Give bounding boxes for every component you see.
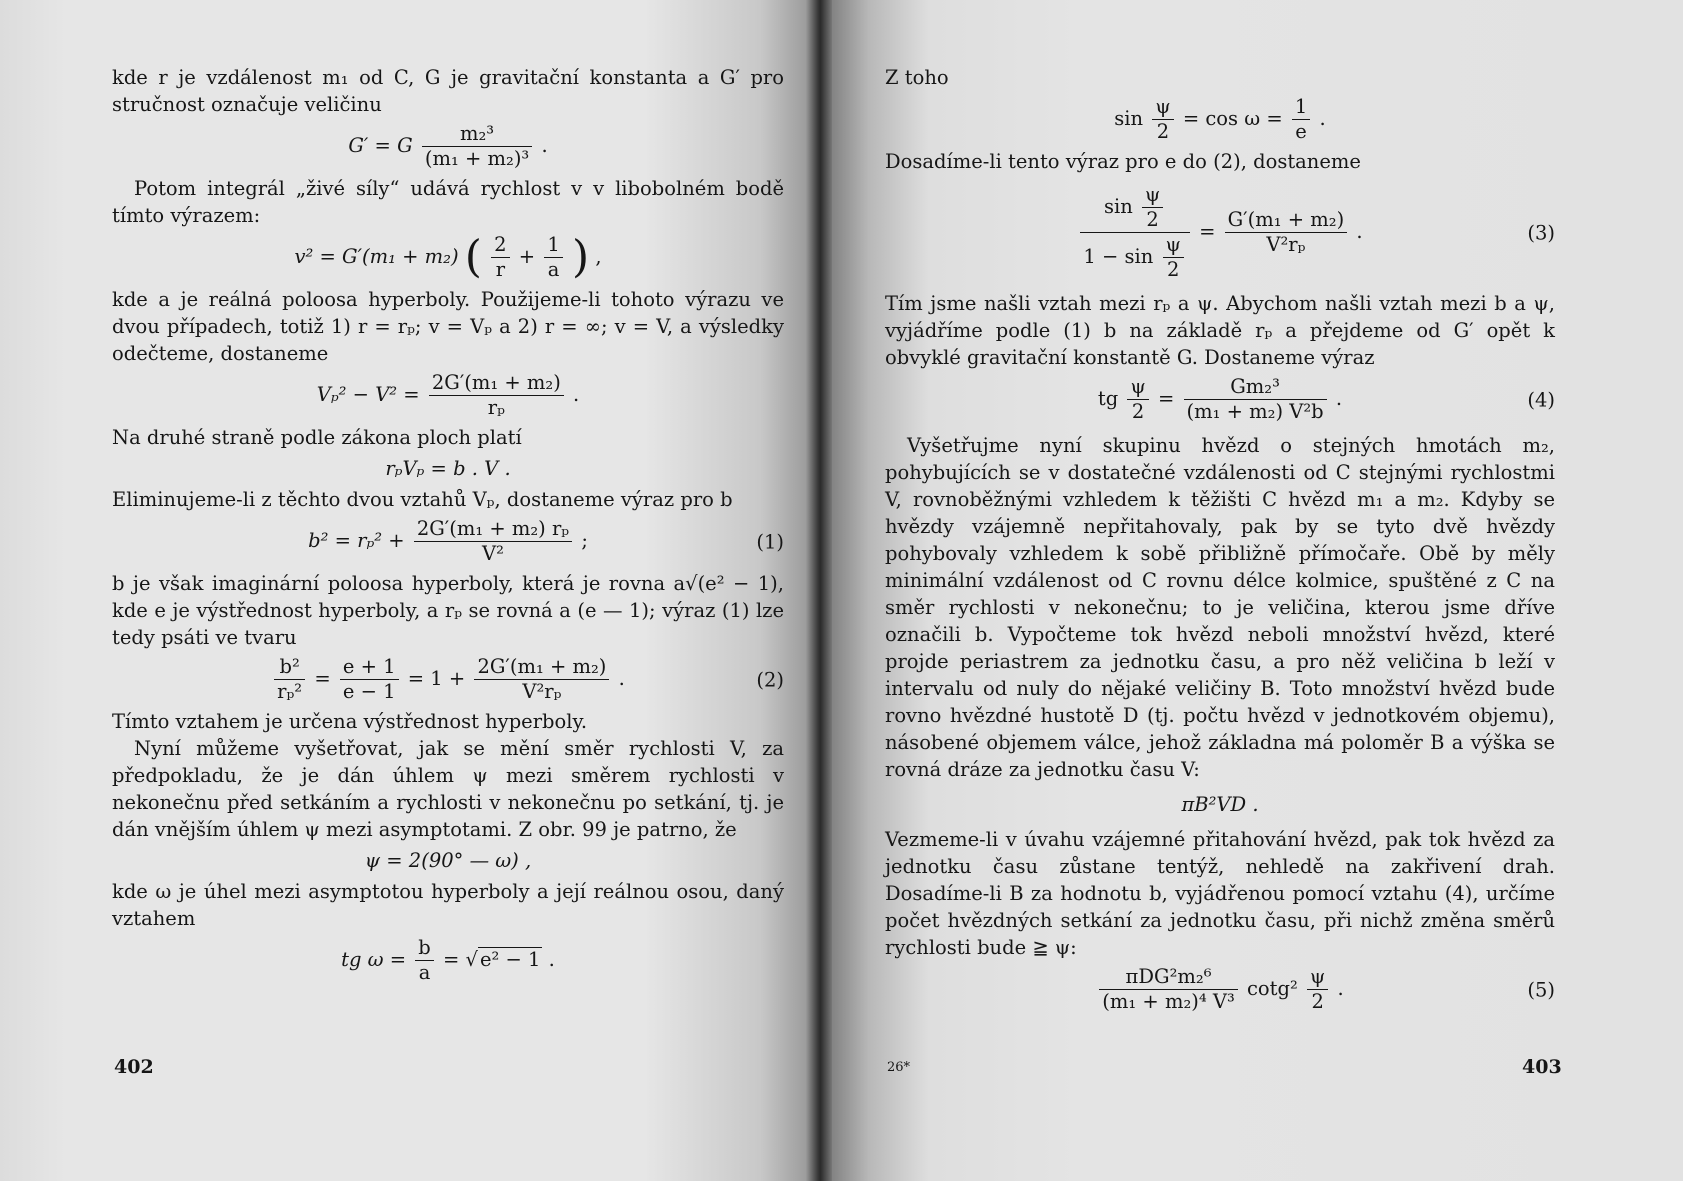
fraction: $\frac{\text{b²}}{\text{rₚ²}}$ — [274, 655, 305, 704]
equation: v² = G′(m₁ + m₂) ( $\frac{2}{r}$ + $\frac{1}{a}$ ) , — [294, 231, 602, 283]
equation: $\frac{\text{b²}}{\text{rₚ²}}$ = $\frac{e + 1}{e - 1}$ = 1 + $\frac{\text{2G′(m₁ + m₂)}}{\text{V²rₚ}}$ . (2) — [112, 655, 784, 704]
paragraph: Dosadíme-li tento výraz pro e do (2), dostaneme — [885, 150, 1361, 173]
equation-number: (5) — [1527, 978, 1555, 1001]
fraction: $\frac{\psi}{2}$ — [1152, 95, 1173, 144]
fraction: $\frac{1}{a}$ — [544, 233, 562, 282]
paragraph: Tím jsme našli vztah mezi rₚ a ψ. Abychom našli vztah mezi b a ψ, vyjádříme podle (1) b na základě rₚ a přejdeme od G′ opět k obvyklé gravitační konstantě G. Dostaneme výraz — [885, 292, 1555, 369]
fraction: $\frac{2}{r}$ — [491, 233, 509, 282]
paragraph: Potom integrál „živé síly“ udává rychlost v v libobolném bodě tímto výrazem: — [112, 177, 784, 227]
fraction: $\frac{\psi}{2}$ — [1163, 233, 1184, 282]
equation: tg $\frac{\psi}{2}$ = $\frac{\text{Gm₂³}}{\text{(m₁ + m₂) V²b}}$ . (4) — [1097, 375, 1555, 423]
equation: $\frac{\text{πDG²m₂⁶}}{\text{(m₁ + m₂)⁴ V³}}$ cotg² $\frac{\psi}{2}$ . (5) — [885, 965, 1555, 1014]
fraction: $\frac{\text{m₂³}}{\text{(m₁ + m₂)³}}$ — [422, 122, 532, 171]
equation-number: (3) — [1527, 221, 1555, 244]
equation-number: (1) — [756, 530, 784, 553]
right-page-text — [885, 64, 1555, 1018]
paragraph: Tímto vztahem je určena výstřednost hyperboly. — [112, 710, 588, 733]
paragraph: kde r je vzdálenost m₁ od C, G je gravitační konstanta a G′ pro stručnost označuje veličinu — [112, 66, 784, 116]
left-page-text — [112, 64, 784, 989]
paragraph: Na druhé straně podle zákona ploch platí — [112, 426, 522, 449]
equation: tg ω = $\frac{b}{a}$ = √ e² − 1 . — [341, 936, 555, 984]
left-page — [0, 0, 826, 1181]
fraction: $\frac{\psi}{2}$ — [1307, 965, 1328, 1014]
fraction: $\frac{e + 1}{e - 1}$ — [340, 655, 399, 704]
equation: rₚVₚ = b . V . — [385, 457, 511, 480]
equation-number: (4) — [1527, 388, 1555, 411]
fraction: $\frac{\text{Gm₂³}}{\text{(m₁ + m₂) V²b}}$ — [1184, 375, 1327, 424]
fraction: $\frac{\psi}{2}$ — [1142, 183, 1163, 232]
fraction: $\frac{\text{2G′(m₁ + m₂)}}{\text{rₚ}}$ — [429, 371, 564, 420]
fraction: $\frac{\text{2G′(m₁ + m₂) rₚ}}{\text{V²}}$ — [414, 517, 572, 566]
signature-mark: 26* — [887, 1060, 911, 1075]
equation-number: (2) — [756, 668, 784, 691]
page-number: 403 — [1522, 1056, 1562, 1078]
fraction: $\frac{b}{a}$ — [415, 936, 433, 985]
fraction: $\frac{\text{G′(m₁ + m₂)}}{\text{V²rₚ}}$ — [1225, 208, 1348, 257]
compound-fraction: sin $\frac{\psi}{2}$ 1 − sin $\frac{\psi}{2}$ — [1080, 183, 1189, 282]
fraction: $\frac{\psi}{2}$ — [1127, 375, 1148, 424]
fraction: $\frac{\text{πDG²m₂⁶}}{\text{(m₁ + m₂)⁴ V³}}$ — [1099, 965, 1237, 1014]
equation: sin $\frac{\psi}{2}$ 1 − sin $\frac{\psi}{2}$ = $\frac{\text{G′(m₁ + m₂)}}{\text{V²rₚ}}$ . (3) — [885, 183, 1555, 282]
book-gutter — [806, 0, 832, 1181]
fraction: $\frac{\text{2G′(m₁ + m₂)}}{\text{V²rₚ}}$ — [474, 655, 609, 704]
equation: ψ = 2(90° — ω) , — [364, 849, 532, 872]
page-number: 402 — [114, 1056, 154, 1078]
paragraph: Eliminujeme-li z těchto dvou vztahů Vₚ, dostaneme výraz pro b — [112, 488, 733, 511]
fraction: $\frac{1}{e}$ — [1292, 95, 1310, 144]
paragraph: kde ω je úhel mezi asymptotou hyperboly a její reálnou osou, daný vztahem — [112, 880, 784, 930]
equation: Vₚ² − V² = $\frac{\text{2G′(m₁ + m₂)}}{\text{rₚ}}$ . — [316, 371, 580, 419]
paragraph: Vezmeme-li v úvahu vzájemné přitahování hvězd, pak tok hvězd za jednotku času zůstane tentýž, nehledě na zakřivení drah. Dosadíme-li B za hodnotu b, vyjádřenou pomocí vztahu (4), určíme počet hvězdných setkání za jednotku času, při nichž změna směrů rychlosti bude ≧ ψ: — [885, 828, 1555, 959]
paragraph: Z toho — [885, 66, 949, 89]
paragraph: b je však imaginární poloosa hyperboly, která je rovna a√(e² − 1), kde e je výstřednost hyperboly, a rₚ se rovná a (e — 1); výraz (1) lze tedy psáti ve tvaru — [112, 572, 784, 649]
equation: b² = rₚ² + $\frac{\text{2G′(m₁ + m₂) rₚ}}{\text{V²}}$ ; (1) — [308, 517, 784, 565]
equation: G′ = G $\frac{\text{m₂³}}{\text{(m₁ + m₂)³}}$ . — [348, 122, 548, 170]
equation: πB²VD . — [1181, 793, 1259, 816]
paragraph: Vyšetřujme nyní skupinu hvězd o stejných hmotách m₂, pohybujících se v dostatečné vzdálenosti od C stejnými rychlostmi V, rovnoběžnými vzhledem k těžišti C hvězd m₁ a m₂. Kdyby se hvězdy vzájemně nepřitahovaly, pak by se tyto dvě hvězdy pohybovaly vzhledem k sobě přibližně přímočaře. Obě by měly minimální vzdálenost od C rovnu délce kolmice, spuštěné z C na směr rychlosti v nekonečnu; to je veličina, kterou jsme dříve označili b. Vypočteme tok hvězd neboli množství hvězd, které projde periastrem za jednotku času, a pro něž veličina b leží v intervalu od nuly do nějaké veličiny B. Toto množství hvězd bude rovno hvězdné hustotě D (tj. počtu hvězd v jednotkovém objemu), násobené objemem válce, jehož základna má poloměr B a výška se rovná dráze za jednotku času V: — [885, 434, 1555, 781]
paragraph: kde a je reálná poloosa hyperboly. Použijeme-li tohoto výrazu ve dvou případech, totiž 1) r = rₚ; v = Vₚ a 2) r = ∞; v = V, a výsledky odečteme, dostaneme — [112, 288, 784, 365]
paragraph: Nyní můžeme vyšetřovat, jak se mění směr rychlosti V, za předpokladu, že je dán úhlem ψ mezi směrem rychlosti v nekonečnu před setkáním a rychlosti v nekonečnu po setkání, tj. je dán vnějším úhlem ψ mezi asymptotami. Z obr. 99 je patrno, že — [112, 737, 784, 841]
equation: sin $\frac{\psi}{2}$ = cos ω = $\frac{1}{e}$ . — [1114, 95, 1326, 143]
